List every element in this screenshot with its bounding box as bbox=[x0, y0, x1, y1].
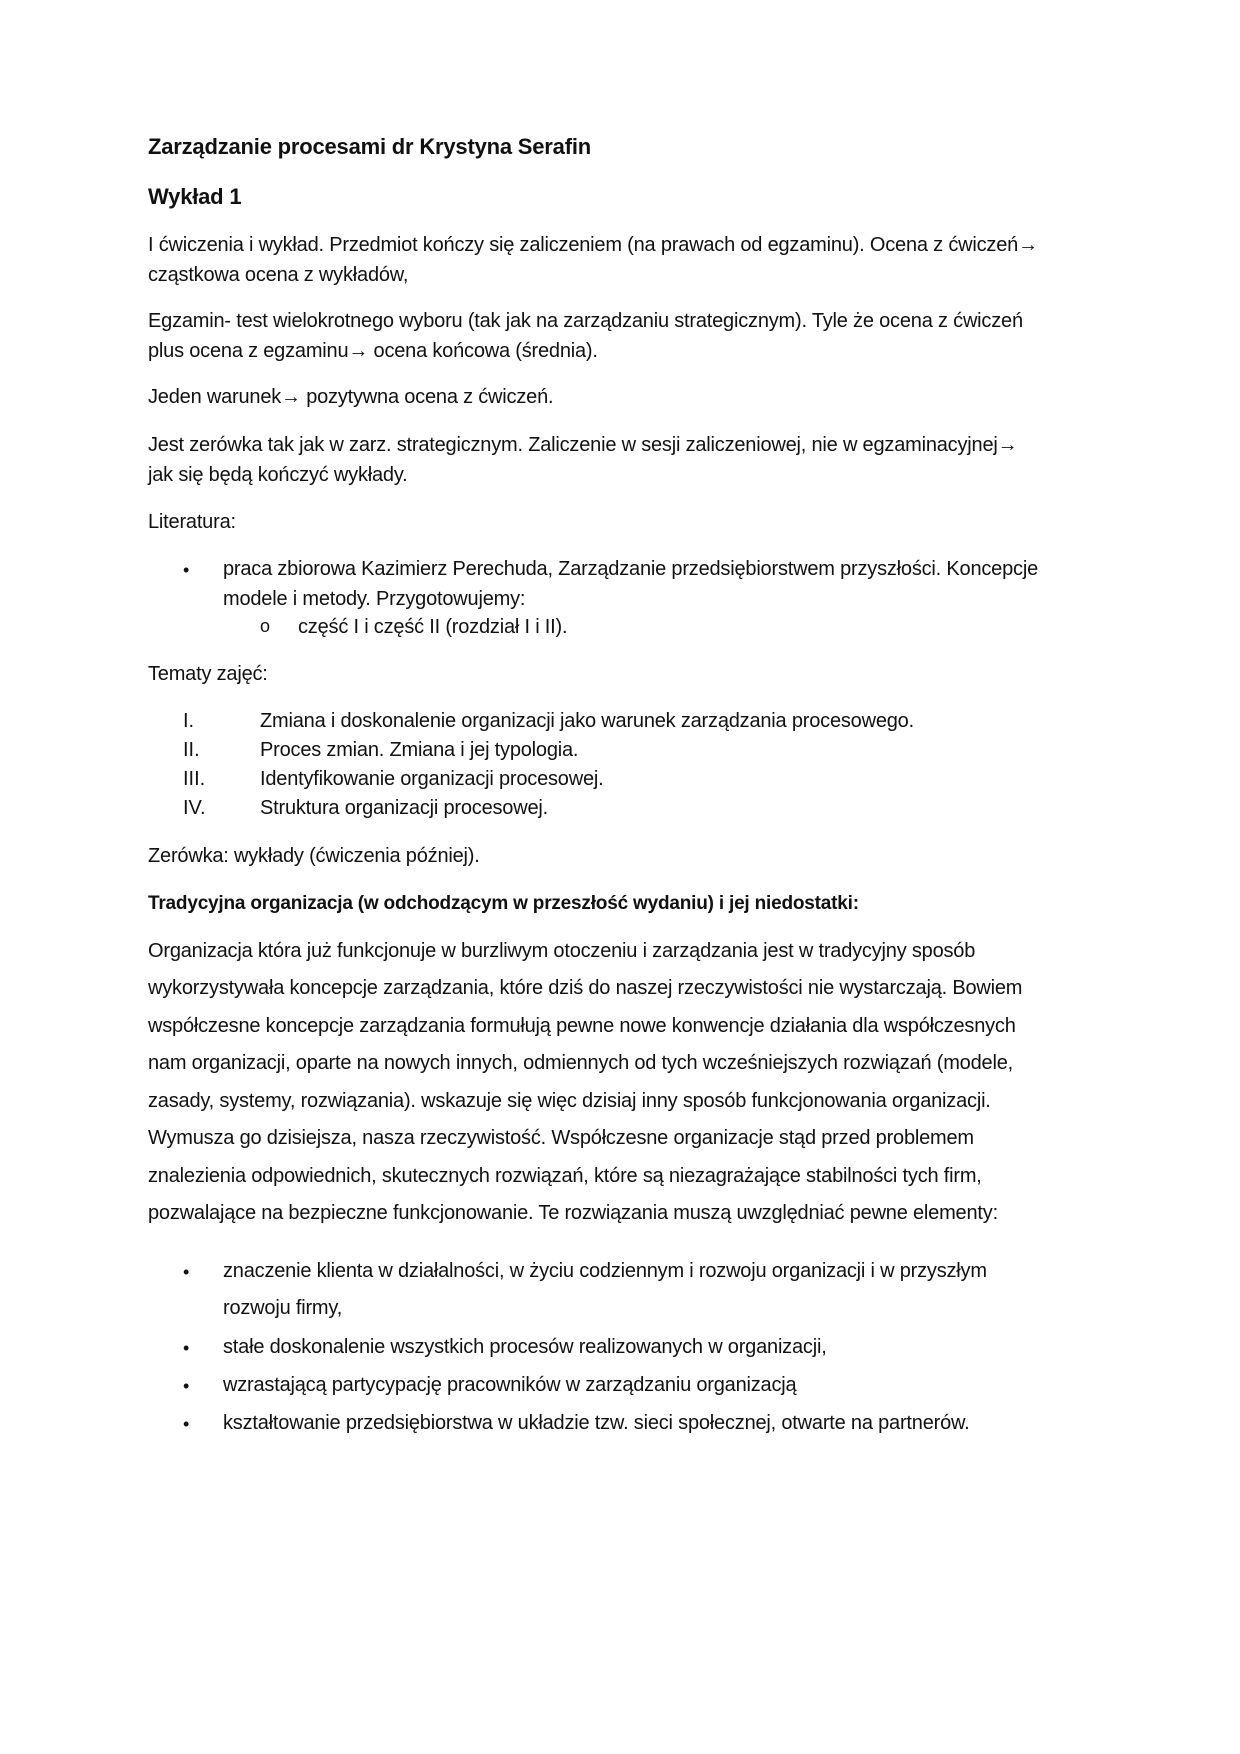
topic-item: Zmiana i doskonalenie organizacji jako warunek zarządzania procesowego. bbox=[260, 710, 914, 732]
body-line: znalezienia odpowiednich, skutecznych rozwiązań, które są niezagrażające stabilności tych firm, bbox=[148, 1165, 982, 1187]
lecture-heading: Wykład 1 bbox=[148, 184, 242, 209]
literature-label: Literatura: bbox=[148, 511, 236, 533]
literature-item: praca zbiorowa Kazimierz Perechuda, Zarządzanie przedsiębiorstwem przyszłości. Koncepcje bbox=[223, 558, 1038, 580]
bullet-icon: • bbox=[183, 1414, 190, 1434]
topic-number: III. bbox=[183, 768, 206, 790]
element-item: znaczenie klienta w działalności, w życiu codziennym i rozwoju organizacji i w przyszłym bbox=[223, 1260, 987, 1282]
bullet-icon: • bbox=[183, 1338, 190, 1358]
element-item: wzrastającą partycypację pracowników w zarządzaniu organizacją bbox=[223, 1374, 797, 1396]
paragraph-line: cząstkowa ocena z wykładów, bbox=[148, 264, 409, 286]
body-line: pozwalające na bezpieczne funkcjonowanie. Te rozwiązania muszą uwzględniać pewne elementy: bbox=[148, 1202, 998, 1224]
body-line: Wymusza go dzisiejsza, nasza rzeczywistość. Współczesne organizacje stąd przed problemem bbox=[148, 1127, 974, 1149]
paragraph-line: jak się będą kończyć wykłady. bbox=[148, 464, 408, 486]
topic-number: II. bbox=[183, 739, 200, 761]
paragraph-line: I ćwiczenia i wykład. Przedmiot kończy się zaliczeniem (na prawach od egzaminu). Ocena z ćwiczeń→ bbox=[148, 234, 1038, 256]
bullet-icon: • bbox=[183, 1262, 190, 1282]
document-title: Zarządzanie procesami dr Krystyna Serafin bbox=[148, 134, 591, 159]
topic-item: Proces zmian. Zmiana i jej typologia. bbox=[260, 739, 579, 761]
element-item: kształtowanie przedsiębiorstwa w układzie tzw. sieci społecznej, otwarte na partnerów. bbox=[223, 1412, 970, 1434]
body-line: wykorzystywała koncepcje zarządzania, które dziś do naszej rzeczywistości nie wystarczają. Bowiem bbox=[148, 977, 1023, 999]
element-item-continuation: rozwoju firmy, bbox=[223, 1297, 343, 1319]
literature-item: modele i metody. Przygotowujemy: bbox=[223, 588, 526, 610]
element-item: stałe doskonalenie wszystkich procesów realizowanych w organizacji, bbox=[223, 1336, 827, 1358]
topic-item: Struktura organizacji procesowej. bbox=[260, 797, 548, 819]
body-line: współczesne koncepcje zarządzania formułują pewne nowe konwencje działania dla współczesnych bbox=[148, 1015, 1016, 1037]
topics-label: Tematy zajęć: bbox=[148, 663, 268, 685]
bullet-icon: • bbox=[183, 560, 190, 580]
section-heading: Tradycyjna organizacja (w odchodzącym w przeszłość wydaniu) i jej niedostatki: bbox=[148, 893, 859, 914]
bullet-icon: • bbox=[183, 1376, 190, 1396]
paragraph-line: Egzamin- test wielokrotnego wyboru (tak jak na zarządzaniu strategicznym). Tyle że ocena z ćwiczeń bbox=[148, 310, 1023, 332]
body-line: Organizacja która już funkcjonuje w burzliwym otoczeniu i zarządzania jest w tradycyjny sposób bbox=[148, 940, 976, 962]
body-line: zasady, systemy, rozwiązania). wskazuje się więc dzisiaj inny sposób funkcjonowania organizacji. bbox=[148, 1090, 991, 1112]
body-line: nam organizacji, oparte na nowych innych, odmiennych od tych wcześniejszych rozwiązań (modele, bbox=[148, 1052, 1013, 1074]
paragraph-line: Jeden warunek→ pozytywna ocena z ćwiczeń. bbox=[148, 386, 554, 408]
topic-item: Identyfikowanie organizacji procesowej. bbox=[260, 768, 604, 790]
topic-number: I. bbox=[183, 710, 195, 732]
literature-subitem: część I i część II (rozdział I i II). bbox=[298, 616, 568, 638]
paragraph-line: plus ocena z egzaminu→ ocena końcowa (średnia). bbox=[148, 340, 598, 362]
circle-bullet-icon: o bbox=[260, 616, 271, 636]
zerowka-note: Zerówka: wykłady (ćwiczenia później). bbox=[148, 845, 480, 867]
topic-number: IV. bbox=[183, 797, 206, 819]
paragraph-line: Jest zerówka tak jak w zarz. strategicznym. Zaliczenie w sesji zaliczeniowej, nie w egzaminacyjnej→ bbox=[148, 434, 1018, 456]
